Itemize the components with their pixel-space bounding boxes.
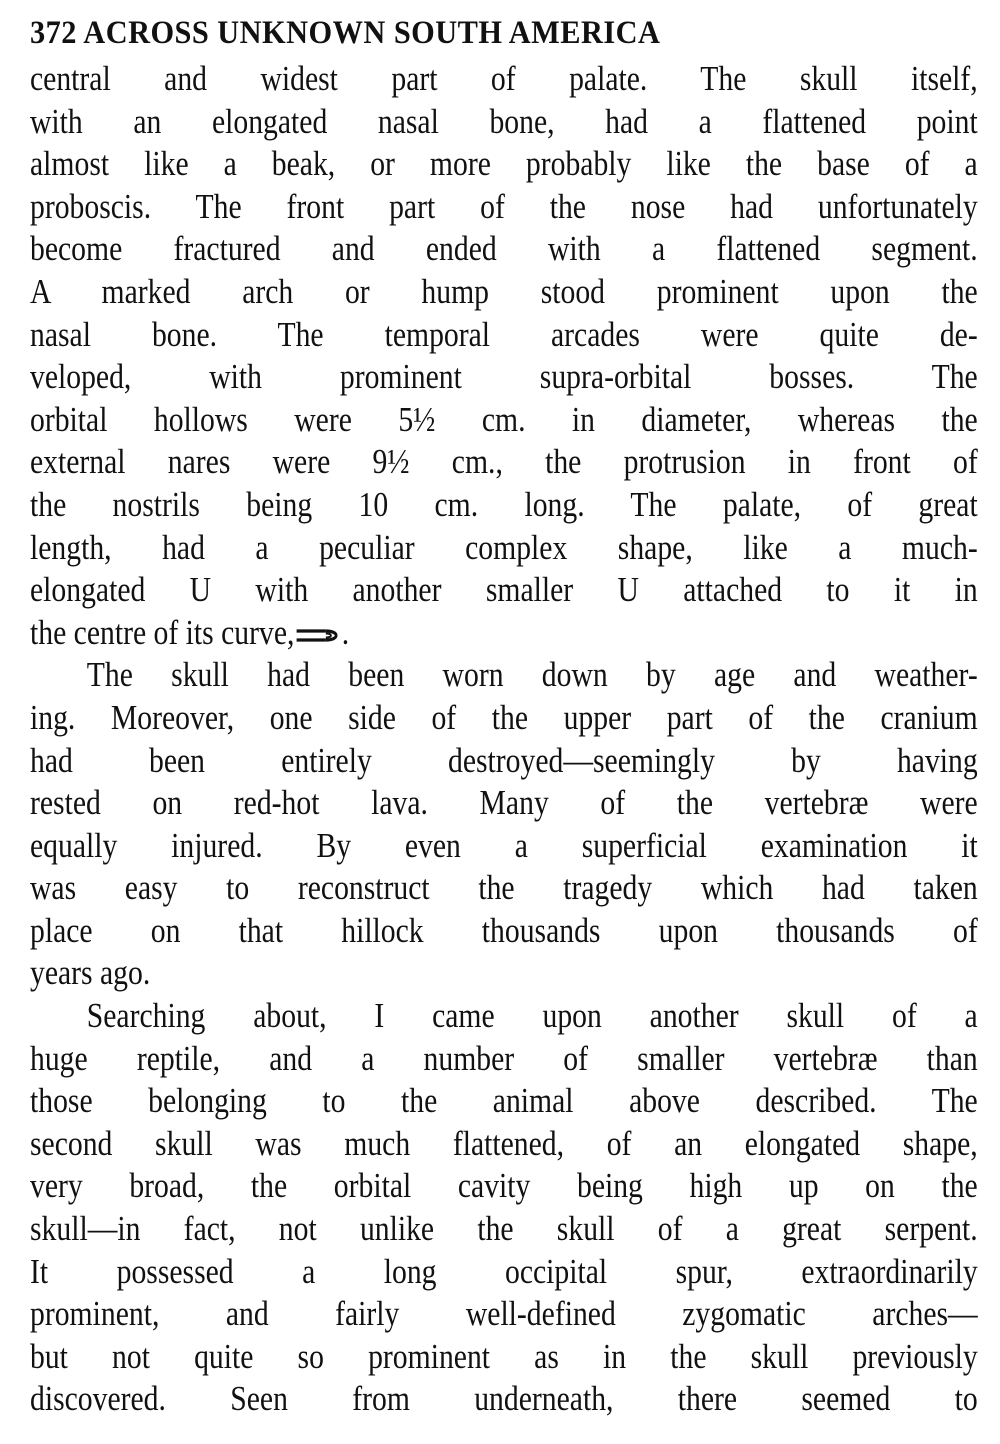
text-line: years ago. [30,954,151,993]
text-line: but not quite so prominent as in the skull previously [30,1337,978,1376]
text-line: second skull was much flattened, of an elongated shape, [30,1124,978,1163]
text-line: orbital hollows were 5½ cm. in diameter, whereas the [30,400,978,439]
text-line: place on that hillock thousands upon thousands of [30,911,978,950]
text-line: external nares were 9½ cm., the protrusion in front of [30,443,978,482]
double-u-palate-icon [294,627,341,645]
text-line: ing. Moreover, one side of the upper part of the cranium [30,698,978,737]
text-line: central and widest part of palate. The skull itself, [30,60,978,98]
body-text [30,58,978,1421]
text-line: huge reptile, and a number of smaller vertebræ than [30,1039,978,1078]
text-line: A marked arch or hump stood prominent upon the [30,272,978,311]
page-number: 372 [30,15,77,51]
text-line: skull—in fact, not unlike the skull of a great serpent. [30,1210,978,1249]
text-line: very broad, the orbital cavity being high up on the [30,1167,978,1206]
text-line: the centre of its curve, [30,613,295,652]
text-line: become fractured and ended with a flattened segment. [30,230,978,269]
text-line: rested on red-hot lava. Many of the vertebræ were [30,784,978,823]
text-line: equally injured. By even a superficial examination it [30,826,978,865]
text-line: had been entirely destroyed—seemingly by having [30,741,978,780]
text-line: proboscis. The front part of the nose had unfortunately [30,187,978,226]
text-line: almost like a beak, or more probably like the base of a [30,145,978,184]
text-line: elongated U with another smaller U attached to it in [30,571,978,610]
text-line: The skull had been worn down by age and weather- [86,656,978,695]
running-title: ACROSS UNKNOWN SOUTH AMERICA [83,15,661,51]
sentence-end: . [341,613,350,652]
text-line: those belonging to the animal above described. The [30,1082,978,1121]
text-line: It possessed a long occipital spur, extraordinarily [30,1252,978,1291]
text-line: prominent, and fairly well-defined zygomatic arches— [30,1295,978,1334]
text-line: veloped, with prominent supra-orbital bosses. The [30,358,978,397]
text-line: the nostrils being 10 cm. long. The palate, of great [30,485,978,524]
text-line: nasal bone. The temporal arcades were quite de- [30,315,978,354]
text-line: was easy to reconstruct the tragedy which had taken [30,869,978,908]
running-header [30,8,902,58]
book-page [30,8,978,1421]
text-line: Searching about, I came upon another skull of a [86,997,978,1036]
text-line: with an elongated nasal bone, had a flattened point [30,102,978,141]
text-line: length, had a peculiar complex shape, like a much- [30,528,978,567]
text-line-with-glyph [30,612,978,655]
text-line: discovered. Seen from underneath, there seemed to [30,1380,978,1419]
